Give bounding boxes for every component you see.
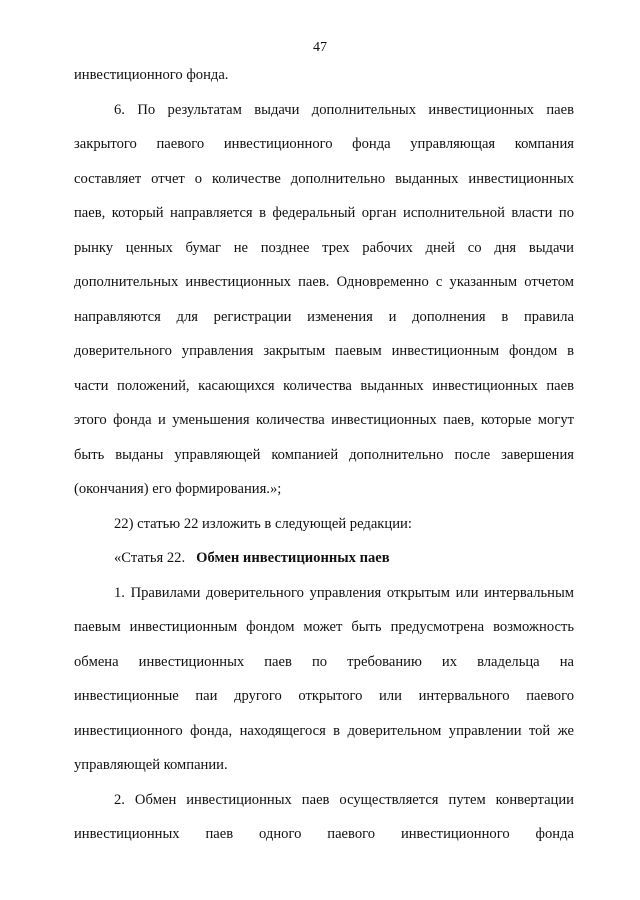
text-line: доверительного управления закрытым паевым инвестиционным фондом в bbox=[74, 343, 574, 359]
paragraph-1-line: 1. Правилами доверительного управления открытым или интервальным bbox=[114, 584, 574, 601]
text-line: управляющей компании. bbox=[74, 757, 228, 773]
text-line: инвестиционного фонда, находящегося в доверительном управлении той же bbox=[74, 722, 574, 739]
paragraph-2-line: 2. Обмен инвестиционных паев осуществляется путем конвертации bbox=[114, 791, 574, 808]
paragraph-6-line: 6. По результатам выдачи дополнительных инвестиционных паев bbox=[114, 101, 574, 118]
amendment-line: 22) статью 22 изложить в следующей редакции: bbox=[114, 515, 412, 532]
text-line: направляются для регистрации изменения и дополнения в правила bbox=[74, 308, 574, 325]
text-line: части положений, касающихся количества выданных инвестиционных паев bbox=[74, 377, 574, 394]
article-heading-prefix: «Статья 22. bbox=[114, 550, 186, 566]
text-line: дополнительных инвестиционных паев. Одновременно с указанным отчетом bbox=[74, 274, 574, 290]
text-line: закрытого паевого инвестиционного фонда управляющая компания bbox=[74, 136, 574, 152]
body-text bbox=[74, 58, 574, 852]
article-heading bbox=[74, 541, 574, 576]
text-line: рынку ценных бумаг не позднее трех рабочих дней со дня выдачи bbox=[74, 239, 574, 256]
article-heading-title: Обмен инвестиционных паев bbox=[196, 550, 390, 566]
text-line: обмена инвестиционных паев по требованию их владельца на bbox=[74, 653, 574, 670]
text-line: паев, который направляется в федеральный орган исполнительной власти по bbox=[74, 205, 574, 221]
text-line: инвестиционного фонда. bbox=[74, 67, 229, 83]
text-line: составляет отчет о количестве дополнительно выданных инвестиционных bbox=[74, 170, 574, 187]
text-line: инвестиционные паи другого открытого или интервального паевого bbox=[74, 688, 574, 704]
text-line: инвестиционных паев одного паевого инвестиционного фонда bbox=[74, 826, 574, 842]
page-number: 47 bbox=[313, 40, 327, 55]
text-line: этого фонда и уменьшения количества инвестиционных паев, которые могут bbox=[74, 412, 574, 428]
text-line: паевым инвестиционным фондом может быть предусмотрена возможность bbox=[74, 619, 574, 635]
text-line: быть выданы управляющей компанией дополнительно после завершения bbox=[74, 446, 574, 463]
text-line: (окончания) его формирования.»; bbox=[74, 481, 282, 497]
